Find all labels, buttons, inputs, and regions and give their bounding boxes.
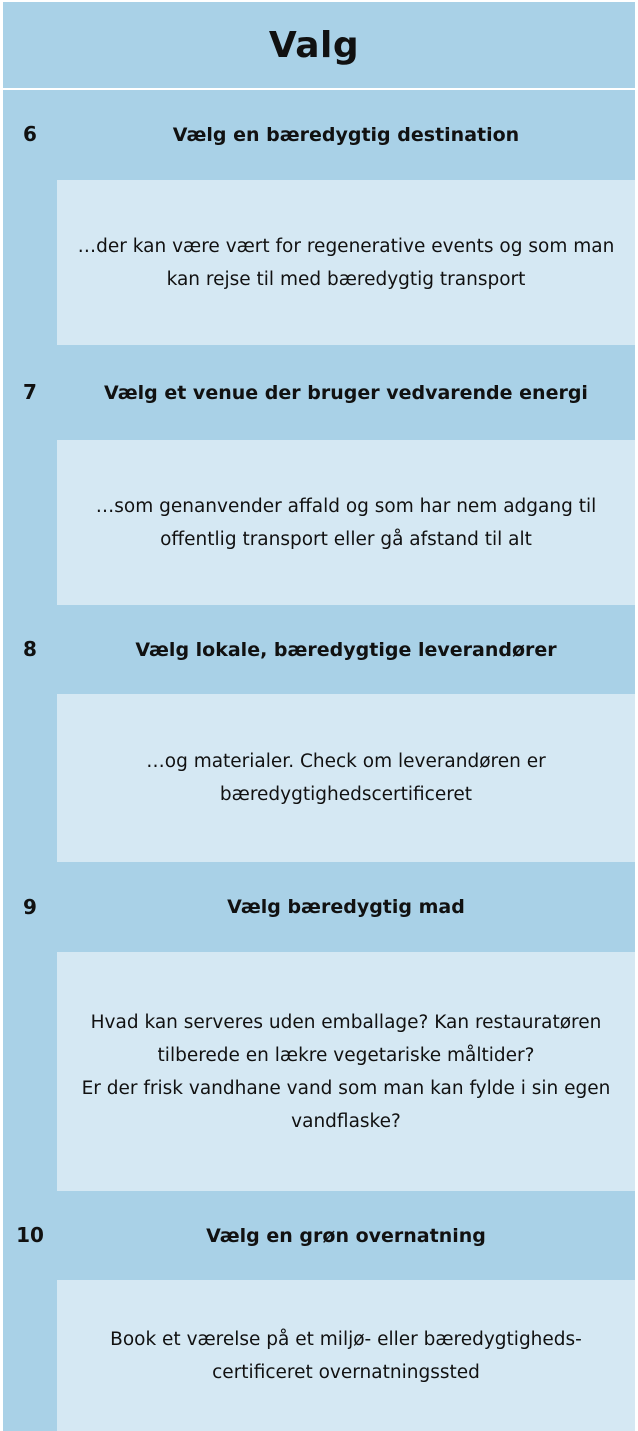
item-title-6: Vælg en bæredygtig destination xyxy=(172,124,520,146)
item-description-7: …som genanvender affald og som har nem adgang til offentlig transport eller gå afstand til alt xyxy=(57,440,635,605)
item-description-10: Book et værelse på et miljø- eller bæredygtigheds-certificeret overnatningssted xyxy=(57,1280,635,1431)
item-title-7: Vælg et venue der bruger vedvarende energi xyxy=(104,381,588,404)
item-number-10: 10 xyxy=(16,1223,44,1247)
item-number-6: 6 xyxy=(23,122,37,146)
item-title-9: Vælg bæredygtig mad xyxy=(227,896,465,918)
item-title-10: Vælg en grøn overnatning xyxy=(206,1224,486,1247)
item-number-7: 7 xyxy=(23,380,37,404)
header xyxy=(3,2,635,90)
item-description-9: Hvad kan serveres uden emballage? Kan restauratøren tilberede en lækre vegetariske måltider? Er der frisk vandhane vand som man kan fylde i sin egen vandflaske? xyxy=(57,952,635,1191)
item-description-6: …der kan være vært for regenerative events og som man kan rejse til med bæredygtig transport xyxy=(57,180,635,345)
item-number-9: 9 xyxy=(23,895,37,919)
item-description-8: …og materialer. Check om leverandøren er bæredygtighedscertificeret xyxy=(57,694,635,862)
item-title-8: Vælg lokale, bæredygtige leverandører xyxy=(135,638,557,661)
item-number-8: 8 xyxy=(23,637,37,661)
page-title: Valg xyxy=(268,24,360,66)
valg-panel xyxy=(3,2,635,1431)
